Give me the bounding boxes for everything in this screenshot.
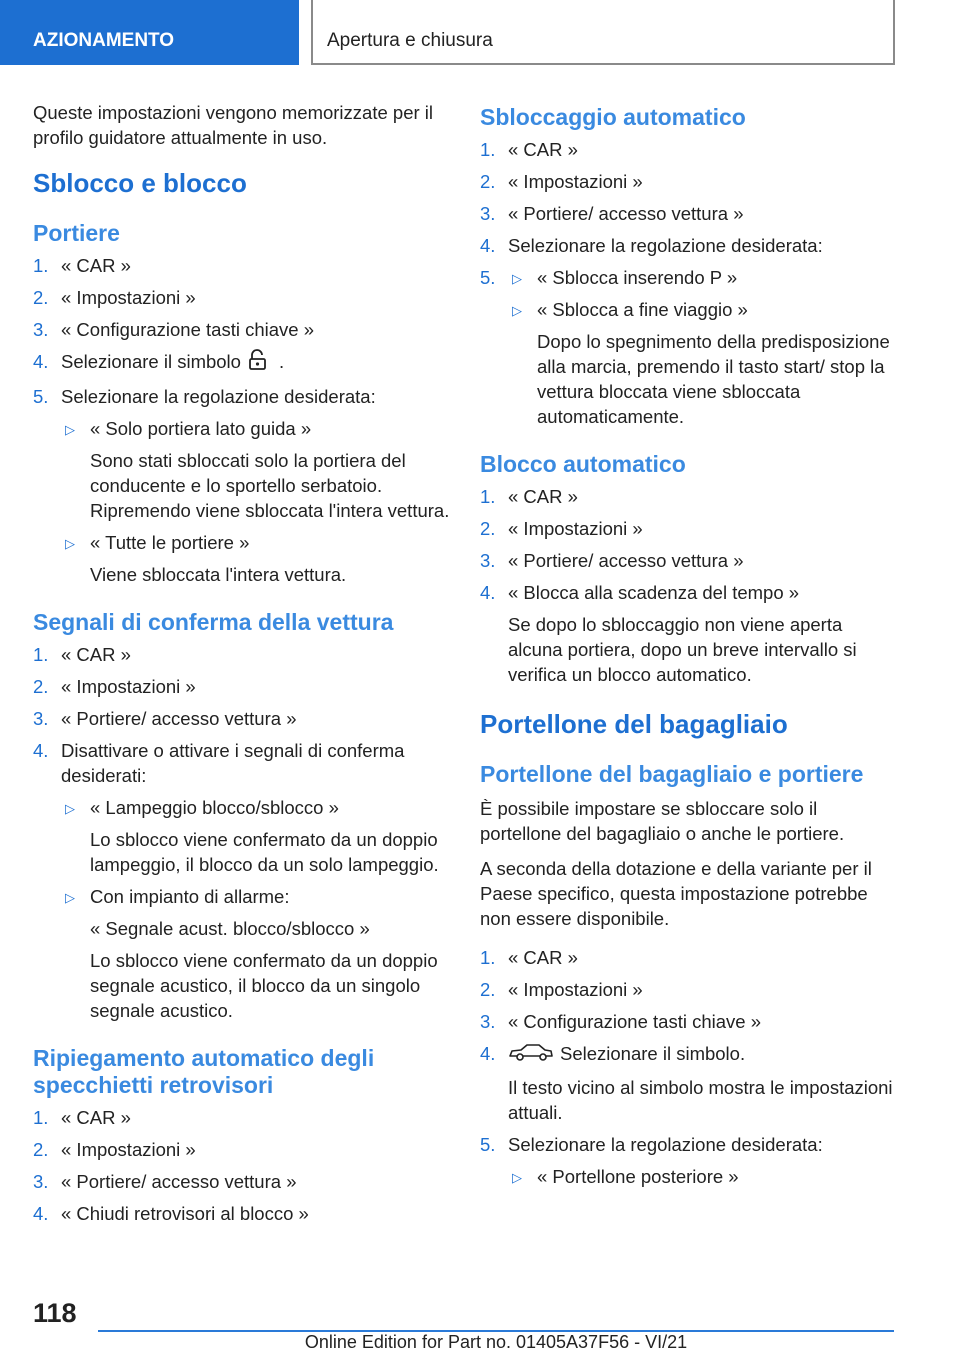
list-item: ▷ « Sblocca a fine viaggio » Dopo lo spegnimento della predisposizione alla marcia, premendo il tasto start/ stop la vettura bloccata viene sbloccata automaticamente. [512, 299, 890, 427]
chapter-tab [311, 0, 895, 65]
unlock-icon [247, 349, 273, 377]
list-item: 2. « Impostazioni » [33, 676, 196, 698]
steps-portellone [480, 945, 900, 1189]
list-item: 3. « Portiere/ accesso vettura » [480, 550, 744, 571]
car-icon [508, 1042, 554, 1068]
list-item: 1. « CAR » [480, 139, 578, 160]
heading-sblocco-blocco: Sblocco e blocco [33, 168, 247, 198]
footer-edition: Online Edition for Part no. 01405A37F56 - VI/21 [304, 1332, 688, 1352]
list-item: 4. « Blocca alla scadenza del tempo » Se dopo lo sbloccaggio non viene aperta alcuna portiera, dopo un breve intervallo si verifica un blocco automatico. [480, 582, 857, 685]
list-item: 2. « Impostazioni » [33, 1139, 196, 1161]
page-number: 118 [33, 1298, 77, 1328]
heading-ripiegamento: Ripiegamento automatico degli specchietti retrovisori [33, 1045, 375, 1099]
list-item: 2. « Impostazioni » [480, 171, 643, 192]
left-column [33, 100, 453, 1233]
options [61, 416, 453, 587]
list-item: 5. Selezionare la regolazione desiderata: ▷ « Solo portiera lato guida » Sono stati sbloccati solo la portiera del conducente e lo sportello serbatoio. Ripremendo viene sbloccata l'intera vettura. ▷ « Tutte le portiere » Viene sbloccata l'intera vettura. [33, 384, 453, 587]
heading-portellone: Portellone del bagagliaio [480, 709, 788, 739]
list-item: 4. Selezionare il simbolo. Il testo vicino al simbolo mostra le impostazioni attuali. [480, 1043, 893, 1124]
list-item: ▷ Con impianto di allarme: « Segnale acust. blocco/sblocco » Lo sblocco viene confermato da un doppio segnale acustico, il blocco da un singolo segnale acustico. [65, 886, 438, 1022]
list-item: 5. ▷ « Sblocca inserendo P » ▷ « Sblocca a fine viaggio » Dopo lo spegnimento della predisposizione alla marcia, premendo il tasto start/ stop la vettura bloccata viene sbloccata automaticamente. [480, 265, 900, 429]
list-item: 5. Selezionare la regolazione desiderata: ▷ « Portellone posteriore » [480, 1132, 900, 1189]
list-item: 2. « Impostazioni » [480, 979, 643, 1000]
list-item: 3. « Portiere/ accesso vettura » [480, 203, 744, 224]
steps-segnali [33, 642, 453, 1023]
list-item: 1. « CAR » [480, 486, 578, 507]
heading-portellone-portiere: Portellone del bagagliaio e portiere [480, 761, 864, 787]
options [508, 265, 900, 429]
list-item: 2. « Impostazioni » [480, 518, 643, 539]
heading-blocco: Blocco automatico [480, 451, 686, 477]
chapter-title: Apertura e chiusura [327, 30, 493, 51]
list-item: 1. « CAR » [33, 255, 131, 276]
list-item: ▷ « Portellone posteriore » [512, 1166, 739, 1188]
heading-segnali: Segnali di conferma della vettura [33, 609, 394, 636]
list-item: 4. Disattivare o attivare i segnali di conferma desiderati: ▷ « Lampeggio blocco/sblocco » Lo sblocco viene confermato da un doppio lampeggio, il blocco da un solo lampeggio. ▷ Con impianto di allarme: « Segnale acust. blocco/sblocco » Lo sblocco viene confermato da un doppio segnale acustico, il blocco da un singolo segnale acustico. [33, 738, 453, 1023]
list-item: 1. « CAR » [480, 947, 578, 968]
portellone-text-1: È possibile impostare se sbloccare solo il portellone del bagagliaio o anche le portiere. [480, 798, 845, 844]
intro-text: Queste impostazioni vengono memorizzate per il profilo guidatore attualmente in uso. [33, 102, 433, 148]
options [61, 795, 453, 1023]
list-item: 3. « Portiere/ accesso vettura » [33, 1171, 297, 1193]
list-item: 4. Selezionare il simbolo . [33, 349, 453, 377]
heading-portiere: Portiere [33, 220, 120, 246]
list-item: 3. « Configurazione tasti chiave » [33, 319, 314, 340]
section-tab [0, 0, 299, 65]
steps-portiere [33, 253, 453, 587]
steps-blocco [480, 484, 900, 687]
list-item: ▷ « Sblocca inserendo P » [512, 267, 738, 288]
section-title: AZIONAMENTO [33, 30, 175, 51]
list-item: ▷ « Solo portiera lato guida » Sono stati sbloccati solo la portiera del conducente e lo sportello serbatoio. Ripremendo viene sbloccata l'intera vettura. [65, 418, 450, 522]
list-item: 3. « Configurazione tasti chiave » [480, 1011, 761, 1032]
steps-sbloccaggio [480, 137, 900, 429]
portellone-text-2: A seconda della dotazione e della variante per il Paese specifico, questa impostazione potrebbe non essere disponibile. [480, 858, 872, 929]
list-item: 2. « Impostazioni » [33, 287, 196, 308]
list-item: ▷ « Lampeggio blocco/sblocco » Lo sblocco viene confermato da un doppio lampeggio, il blocco da un solo lampeggio. [65, 797, 439, 876]
list-item: ▷ « Tutte le portiere » Viene sbloccata l'intera vettura. [65, 532, 347, 586]
steps-ripiegamento [33, 1105, 453, 1226]
list-item: 4. Selezionare la regolazione desiderata: [480, 235, 823, 256]
options [508, 1164, 900, 1189]
list-item: 1. « CAR » [33, 1107, 131, 1129]
list-item: 1. « CAR » [33, 644, 131, 666]
right-column [480, 100, 900, 1196]
heading-sbloccaggio: Sbloccaggio automatico [480, 104, 746, 130]
list-item: 3. « Portiere/ accesso vettura » [33, 708, 297, 730]
list-item: 4. « Chiudi retrovisori al blocco » [33, 1203, 309, 1225]
